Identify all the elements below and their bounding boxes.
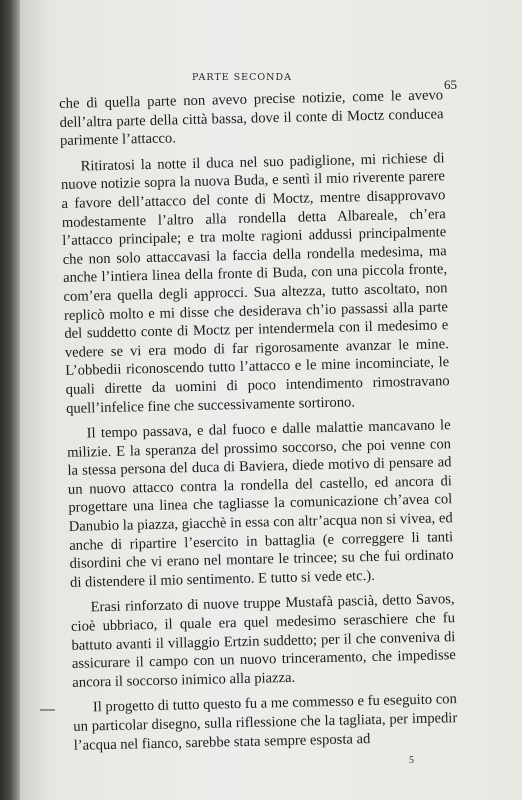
- paragraph: Erasi rinforzato di nuove truppe Mustafà pascià, detto Savos, cioè ubbriaco, il quale era quel medesimo seraschiere che fu battuto avanti il villaggio Ertzin suddetto; per il che conveniva di assicurare il campo con un nuovo trinceramento, che impedisse ancora il soccorso inimico alla piazza.: [70, 591, 456, 691]
- margin-smudge: [40, 709, 55, 711]
- book-spine-shadow: [0, 0, 22, 800]
- page-number: 65: [444, 77, 457, 92]
- paragraph: Il progetto di tutto questo fu a me commesso e fu eseguito con un particolar disegno, sulla riflessione che la tagliata, per impedir l’acqua nel fianco, sarebbe stata sempre esposta ad: [73, 691, 458, 754]
- paragraph: Ritiratosi la notte il duca nel suo padiglione, mi richiese di nuove notizie sopra la nuova Buda, e sentì il mio riverente parere a favore dell’attacco del conte di Moctz, mentre disapprovavo modestamente l’altro alla rondella detta Albareale, ch’era l’attacco principale; e tra molte ragioni addussi principalmente che non solo attaccavasi la faccia della rondella medesima, ma anche l’intiera linea della fronte di Buda, con una piccola fronte, com’era quella degli approcci. Sua altezza, tutto ascoltato, non replicò molto e mi disse che desiderava ch’io passassi alla parte del suddetto conte di Moctz per intendermela con il medesimo e vedere se vi era modo di far rigorosamente avanzar le mine. L’obbedii riconoscendo tutto l’attacco e le mine incominciate, le quali dirette da uomini di poco intendimento rimostravano quell’infelice fine che successivamente sortirono.: [60, 150, 450, 417]
- body-text: [59, 86, 458, 762]
- running-head: PARTE SECONDA: [192, 72, 292, 83]
- signature-mark: 5: [409, 755, 414, 766]
- paragraph: Il tempo passava, e dal fuoco e dalle malattie mancavano le milizie. E la speranza del prossimo soccorso, che poi venne con la stessa persona del duca di Baviera, diede motivo di pensare ad un nuovo attacco contra la rondella del castello, ed ancora di progettare una linea che tagliasse la comunicazione ch’avea col Danubio la piazza, giacchè in essa con altr’acqua non si vivea, ed anche di ripartire l’esercito in battaglia (e correggere li tanti disordini che vi erano nel montare le trincee; su che fui ordinato di distendere il mio sentimento. E tutto si vede etc.).: [66, 417, 454, 591]
- paragraph: che di quella parte non avevo precise notizie, come le avevo dell’altra parte della città bassa, dove il conte di Moctz conducea parimente l’attacco.: [59, 87, 444, 150]
